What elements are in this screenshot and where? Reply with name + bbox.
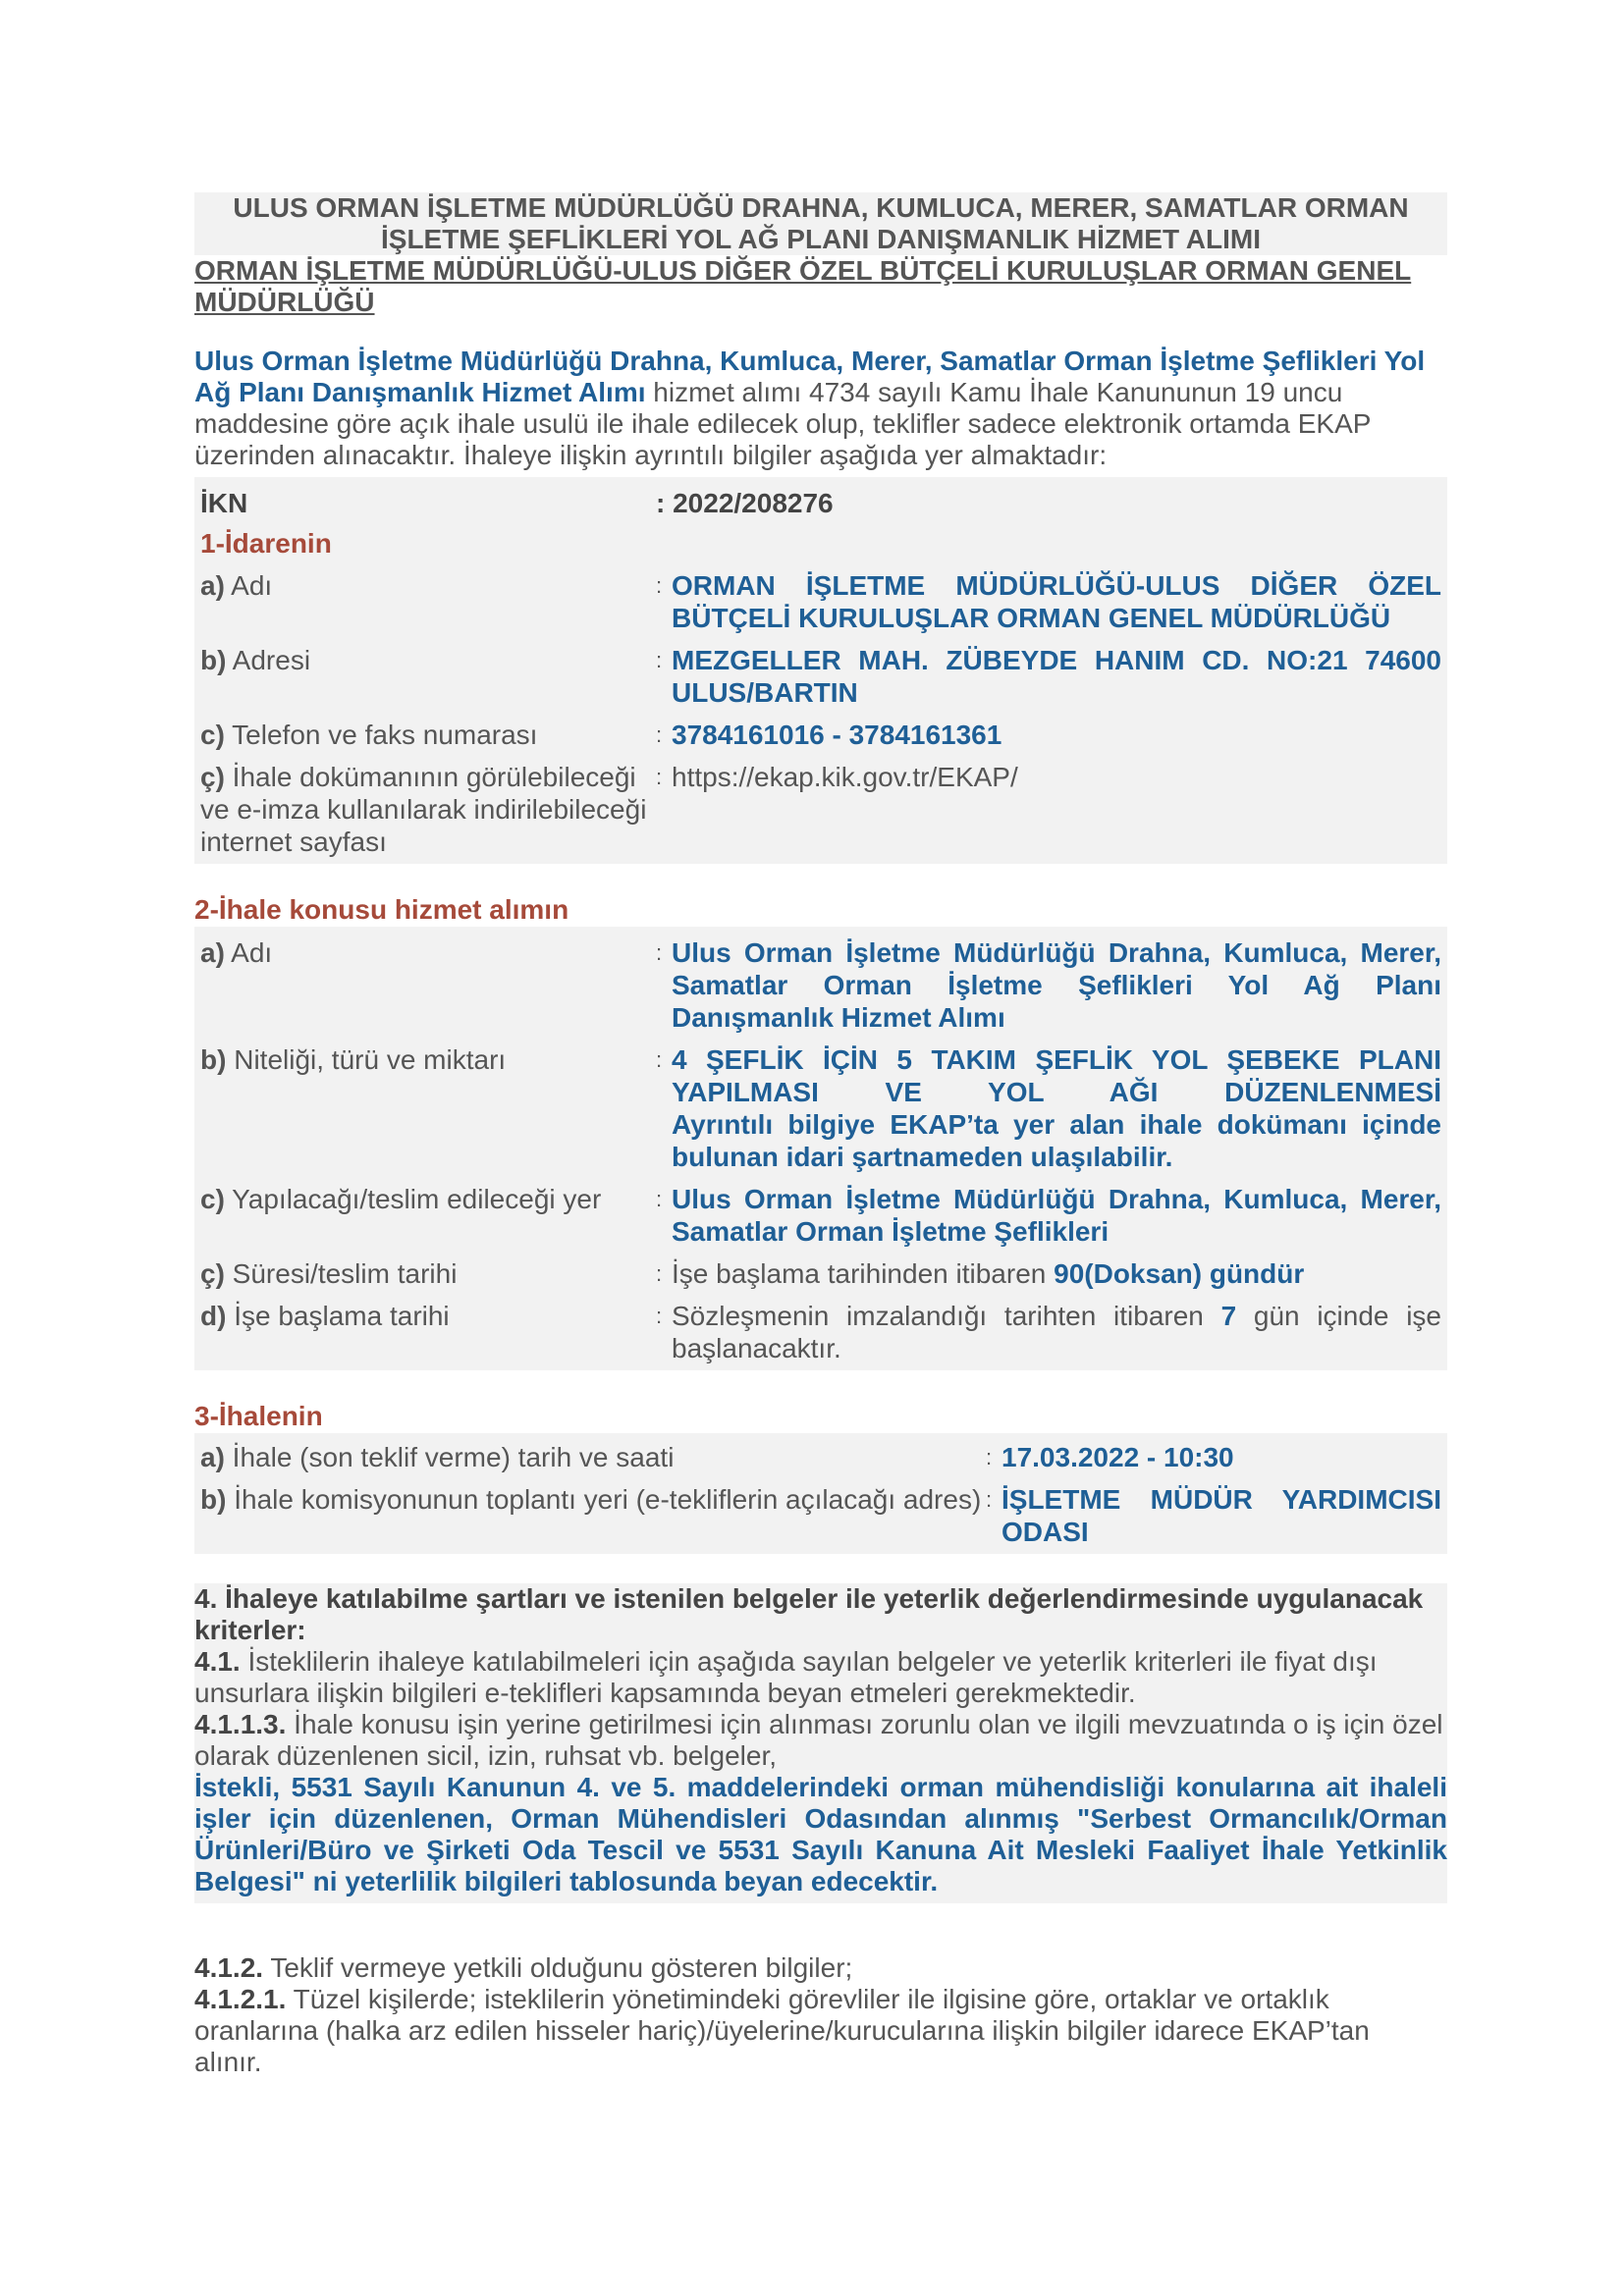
ekap-link[interactable]: https://ekap.kik.gov.tr/EKAP/	[672, 762, 1018, 792]
section-4-p5-text: Tüzel kişilerde; isteklilerin yönetimindeki görevliler ile ilgisine göre, ortaklar ve ortaklık oranlarına (halka arz edilen hisseler hariç)/üyelerine/kurucularına ilişkin bilgiler idarece EKAP’tan alınır.	[194, 1984, 1370, 2077]
s1-row-a-colon: :	[656, 573, 663, 598]
s2-row-cc-pre: İşe başlama tarihinden itibaren	[672, 1258, 1055, 1289]
s2-row-a	[194, 927, 1447, 1043]
s2-row-d-value	[672, 1300, 1447, 1364]
section-1-heading: 1-İdarenin	[200, 528, 332, 559]
s1-row-b-label	[194, 644, 656, 709]
section-4-p1-text: İsteklilerin ihaleye katılabilmeleri için aşağıda sayılan belgeler ve yeterlik kriterleri ile fiyat dışı unsurlara ilişkin bilgileri e-teklifleri kapsamında beyan etmeleri gerekmektedir.	[194, 1646, 1378, 1708]
section-4-block	[194, 1583, 1447, 1903]
s2-row-d	[194, 1300, 1447, 1370]
s2-row-d-bold: 7	[1220, 1301, 1237, 1331]
section-4-p1-num: 4.1.	[194, 1646, 241, 1677]
intro-bold-subject: Ulus Orman İşletme Müdürlüğü Drahna, Kumluca, Merer, Samatlar Orman İşletme Şeflikleri Yol Ağ Planı Danışmanlık Hizmet Alımı	[194, 346, 1426, 407]
s1-row-c-value: 3784161016 - 3784161361	[672, 720, 1002, 750]
s3-row-a	[194, 1433, 1447, 1483]
s3-row-b-colon: :	[986, 1487, 993, 1512]
title-line-3: ORMAN İŞLETME MÜDÜRLÜĞÜ-ULUS DİĞER ÖZEL BÜTÇELİ KURULUŞLAR ORMAN GENEL	[194, 255, 1412, 286]
s1-row-b-text: Adresi	[226, 645, 311, 675]
s2-row-b-value-detail: Ayrıntılı bilgiye EKAP’ta yer alan ihale dokümanı içinde bulunan idari şartnameden ulaşılabilir.	[672, 1109, 1441, 1172]
title-line-4: MÜDÜRLÜĞÜ	[194, 287, 375, 317]
s2-row-cc-bold: 90(Doksan) gündür	[1054, 1258, 1305, 1289]
s2-row-a-value: Ulus Orman İşletme Müdürlüğü Drahna, Kumluca, Merer, Samatlar Orman İşletme Şeflikleri Yol Ağ Planı Danışmanlık Hizmet Alımı	[672, 937, 1441, 1033]
s2-row-d-pre: Sözleşmenin imzalandığı tarihten itibaren	[672, 1301, 1221, 1331]
s3-row-a-label	[194, 1441, 986, 1473]
s2-row-c-colon: :	[656, 1187, 663, 1211]
s3-row-a-text: İhale (son teklif verme) tarih ve saati	[224, 1442, 675, 1472]
s2-row-b-value: 4 ŞEFLİK İÇİN 5 TAKIM ŞEFLİK YOL ŞEBEKE PLANI YAPILMASI VE YOL AĞI DÜZENLENMESİ	[672, 1044, 1441, 1107]
document-subtitle	[194, 255, 1447, 318]
ikn-row	[194, 477, 1447, 527]
s2-row-cc-text: Süresi/teslim tarihi	[224, 1258, 458, 1289]
s1-row-b-colon: :	[656, 648, 663, 672]
s2-row-a-colon: :	[656, 940, 663, 965]
s3-row-b-text: İhale komisyonunun toplantı yeri (e-tekliflerin açılacağı adres)	[226, 1484, 982, 1515]
s1-row-cc-key: ç)	[200, 762, 225, 792]
section-2-block	[194, 927, 1447, 1370]
s2-row-b-value-wrap	[672, 1043, 1447, 1173]
s1-row-a-label	[194, 569, 656, 634]
s2-row-d-key: d)	[200, 1301, 227, 1331]
s1-row-c-key: c)	[200, 720, 225, 750]
s3-row-a-value: 17.03.2022 - 10:30	[1001, 1442, 1234, 1472]
s1-row-b	[194, 644, 1447, 719]
s1-row-a-value: ORMAN İŞLETME MÜDÜRLÜĞÜ-ULUS DİĞER ÖZEL BÜTÇELİ KURULUŞLAR ORMAN GENEL MÜDÜRLÜĞÜ	[672, 570, 1441, 633]
s2-row-c-label	[194, 1183, 656, 1248]
s2-row-cc-key: ç)	[200, 1258, 225, 1289]
s2-row-c-key: c)	[200, 1184, 225, 1214]
s1-row-b-key: b)	[200, 645, 227, 675]
s1-row-a	[194, 569, 1447, 644]
s3-row-b	[194, 1483, 1447, 1554]
s2-row-d-colon: :	[656, 1304, 663, 1328]
section-4-heading: 4. İhaleye katılabilme şartları ve istenilen belgeler ile yeterlik değerlendirmesinde uygulanacak kriterler:	[194, 1583, 1424, 1645]
s3-row-b-key: b)	[200, 1484, 227, 1515]
section-3-heading: 3-İhalenin	[194, 1401, 323, 1431]
document-page	[194, 192, 1447, 2078]
s1-row-cc-text: İhale dokümanının görülebileceği ve e-imza kullanılarak indirilebileceği internet sayfası	[200, 762, 647, 857]
section-3-block	[194, 1433, 1447, 1554]
title-line-1: ULUS ORMAN İŞLETME MÜDÜRLÜĞÜ DRAHNA, KUMLUCA, MERER, SAMATLAR ORMAN	[233, 192, 1409, 223]
s2-row-b-label	[194, 1043, 656, 1173]
s3-row-b-label	[194, 1483, 986, 1548]
s2-row-c-value: Ulus Orman İşletme Müdürlüğü Drahna, Kumluca, Merer, Samatlar Orman İşletme Şeflikleri	[672, 1184, 1441, 1247]
section-4-p1	[194, 1646, 1447, 1709]
section-2-heading: 2-İhale konusu hizmet alımın	[194, 894, 569, 925]
s1-row-c-colon: :	[656, 722, 663, 747]
section-4-p4-num: 4.1.2.	[194, 1952, 264, 1983]
s1-row-c-text: Telefon ve faks numarası	[224, 720, 538, 750]
s2-row-cc-colon: :	[656, 1261, 663, 1286]
section-4-p5	[194, 1984, 1447, 2078]
s1-row-c	[194, 719, 1447, 761]
s2-row-b	[194, 1043, 1447, 1183]
document-title	[194, 192, 1447, 255]
s1-row-a-text: Adı	[224, 570, 273, 601]
s3-row-a-colon: :	[986, 1445, 993, 1469]
section-1-block	[194, 477, 1447, 864]
section-4-p2	[194, 1709, 1447, 1772]
s2-row-c-text: Yapılacağı/teslim edileceği yer	[224, 1184, 602, 1214]
s2-row-d-label	[194, 1300, 656, 1364]
section-4-p2-num: 4.1.1.3.	[194, 1709, 287, 1739]
title-line-2: İŞLETME ŞEFLİKLERİ YOL AĞ PLANI DANIŞMANLIK HİZMET ALIMI	[381, 224, 1261, 254]
s1-row-b-value: MEZGELLER MAH. ZÜBEYDE HANIM CD. NO:21 74600 ULUS/BARTIN	[672, 645, 1441, 708]
ikn-value: : 2022/208276	[656, 488, 834, 518]
section-4-p3: İstekli, 5531 Sayılı Kanunun 4. ve 5. maddelerindeki orman mühendisliği konularına ait ihaleli işler için düzenlenen, Orman Mühendisleri Odasından alınmış "Serbest Ormancılık/Orman Ürünleri/Büro ve Şirketi Oda Tescil ve 5531 Sayılı Kanuna Ait Mesleki Faaliyet İhale Yetkinlik Belgesi" ni yeterlilik bilgileri tablosunda beyan edecektir.	[194, 1772, 1447, 1896]
s1-row-a-key: a)	[200, 570, 225, 601]
intro-text: hizmet alımı 4734 sayılı Kamu İhale Kanununun 19 uncu maddesine göre açık ihale usulü ile ihale edilecek olup, teklifler sadece elektronik ortamda EKAP üzerinden alınacaktır. İhaleye ilişkin ayrıntılı bilgiler aşağıda yer almaktadır:	[194, 377, 1371, 470]
s2-row-cc	[194, 1257, 1447, 1300]
s1-row-cc	[194, 761, 1447, 864]
s1-row-c-label	[194, 719, 656, 751]
s2-row-b-text: Niteliği, türü ve miktarı	[226, 1044, 507, 1075]
s1-row-cc-label	[194, 761, 656, 858]
s2-row-d-post: gün içinde işe başlanacaktır.	[672, 1301, 1441, 1363]
s2-row-a-text: Adı	[224, 937, 273, 968]
s2-row-cc-label	[194, 1257, 656, 1290]
section-4-p4-text: Teklif vermeye yetkili olduğunu gösteren bilgiler;	[263, 1952, 853, 1983]
section-4-p4	[194, 1952, 1447, 1984]
s2-row-c	[194, 1183, 1447, 1257]
ikn-label: İKN	[200, 488, 248, 518]
s1-row-cc-colon: :	[656, 765, 663, 789]
s2-row-b-key: b)	[200, 1044, 227, 1075]
section-4-p2-text: İhale konusu işin yerine getirilmesi için alınması zorunlu olan ve ilgili mevzuatında o iş için özel olarak düzenlenen sicil, izin, ruhsat vb. belgeler,	[194, 1709, 1443, 1771]
s2-row-cc-value	[672, 1257, 1447, 1290]
section-4-p5-num: 4.1.2.1.	[194, 1984, 287, 2014]
section-4-2-block	[194, 1952, 1447, 2078]
s3-row-a-key: a)	[200, 1442, 225, 1472]
s2-row-a-key: a)	[200, 937, 225, 968]
intro-paragraph	[194, 346, 1447, 471]
s2-row-d-text: İşe başlama tarihi	[226, 1301, 450, 1331]
s2-row-a-label	[194, 936, 656, 1034]
s2-row-b-colon: :	[656, 1047, 663, 1072]
s3-row-b-value: İŞLETME MÜDÜR YARDIMCISI ODASI	[1001, 1484, 1441, 1547]
